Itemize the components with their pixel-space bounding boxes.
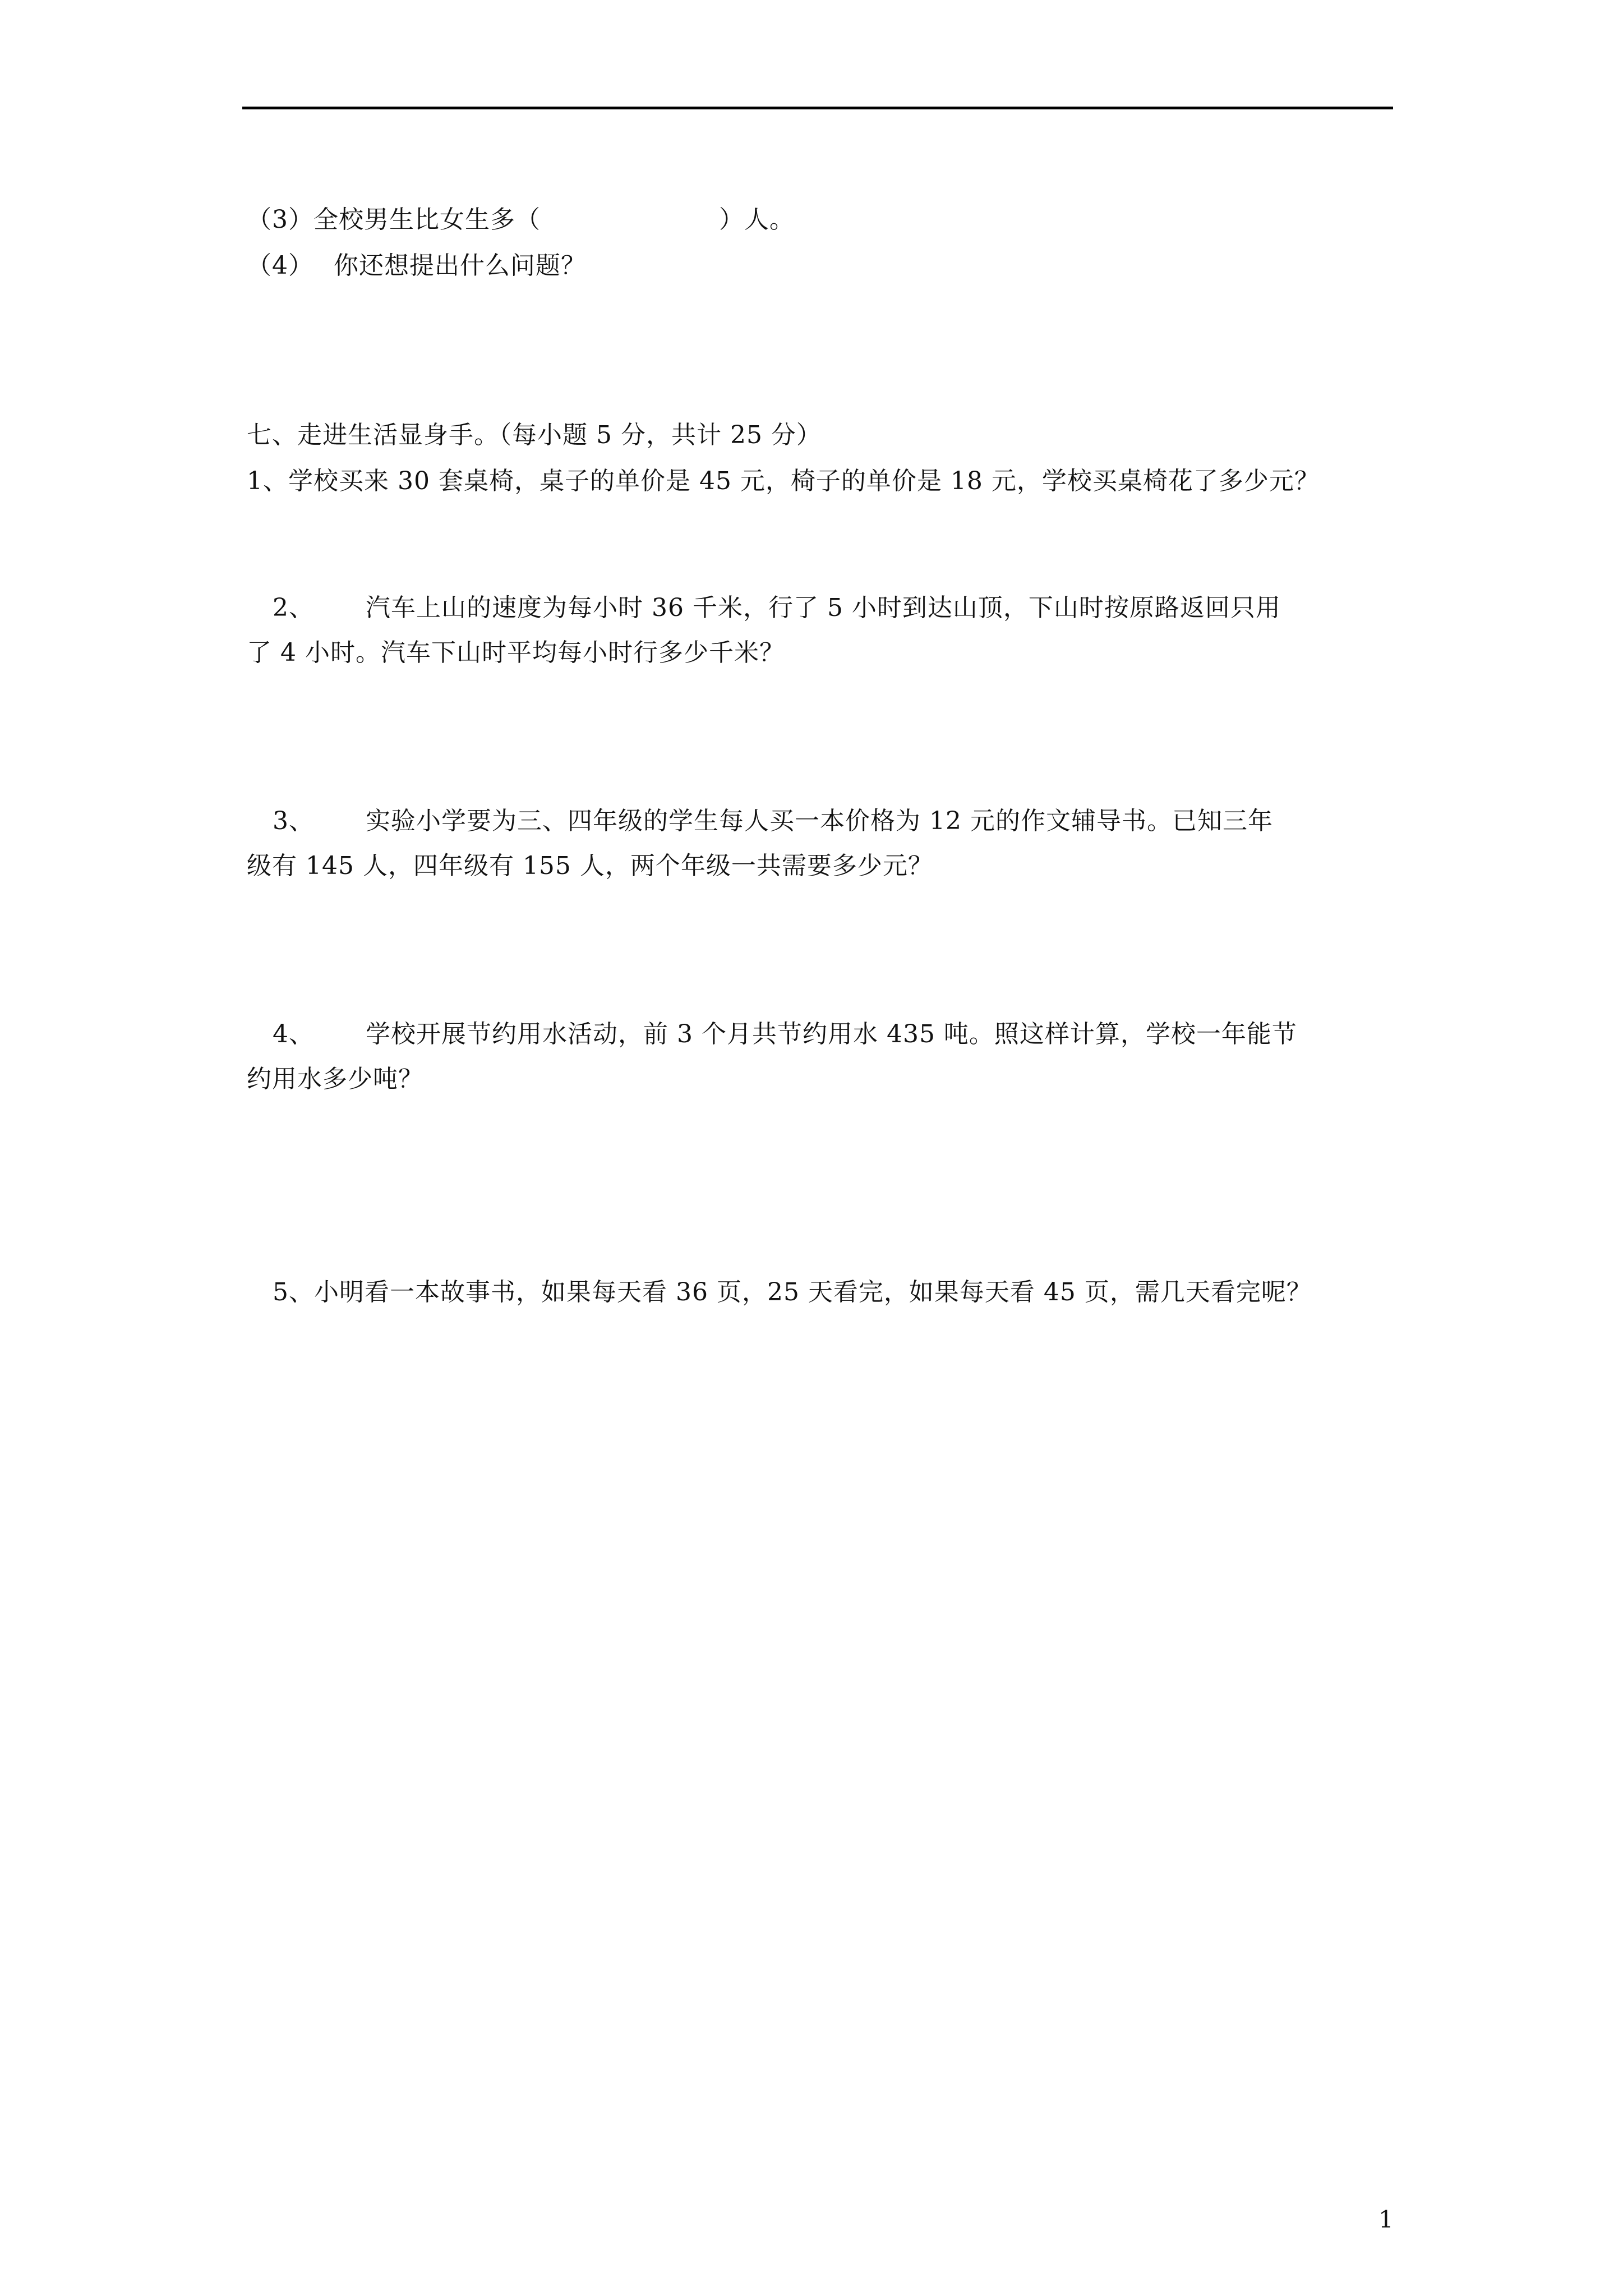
- problem-4-number: 4、: [273, 1020, 314, 1048]
- problem-4-line-2: 约用水多少吨？: [247, 1065, 423, 1093]
- problem-5-text: 小明看一本故事书，如果每天看 36 页，25 天看完，如果每天看 45 页，需几天看完呢？: [314, 1278, 1312, 1306]
- problem-1-line-1: [247, 466, 1320, 497]
- page-number: 1: [1378, 2206, 1394, 2233]
- question-4-text: 你还想提出什么问题？: [334, 251, 586, 280]
- question-4-number: （4）: [247, 251, 313, 280]
- header-rule: [242, 107, 1393, 109]
- question-4-line: [247, 250, 586, 282]
- problem-1-number: 1、: [247, 467, 288, 495]
- problem-4-text-1: 学校开展节约用水活动，前 3 个月共节约用水 435 吨。照这样计算，学校一年能节: [366, 1020, 1297, 1048]
- problem-3-line-1: [273, 806, 1273, 837]
- problem-2-line-2: 了 4 小时。汽车下山时平均每小时行多少千米？: [247, 638, 785, 667]
- problem-5-number: 5、: [273, 1278, 314, 1306]
- question-3-prefix: （3）全校男生比女生多（: [247, 205, 541, 234]
- problem-3-line-2: 级有 145 人，四年级有 155 人，两个年级一共需要多少元？: [247, 852, 933, 880]
- problem-3-number: 3、: [273, 807, 314, 835]
- question-3-line: [247, 204, 795, 236]
- problem-4-line-1: [273, 1019, 1297, 1050]
- section-7-heading: 七、走进生活显身手。（每小题 5 分，共计 25 分）: [247, 421, 822, 449]
- problem-5-line-1: [273, 1277, 1312, 1308]
- problem-2-line-1: [273, 592, 1281, 624]
- problem-2-text-1: 汽车上山的速度为每小时 36 千米，行了 5 小时到达山顶，下山时按原路返回只用: [366, 593, 1281, 622]
- problem-1-text: 学校买来 30 套桌椅，桌子的单价是 45 元，椅子的单价是 18 元，学校买桌椅花了多少元？: [288, 467, 1320, 495]
- problem-3-text-1: 实验小学要为三、四年级的学生每人买一本价格为 12 元的作文辅导书。已知三年: [366, 807, 1273, 835]
- question-3-suffix: ）人。: [719, 205, 795, 234]
- problem-2-number: 2、: [273, 593, 314, 622]
